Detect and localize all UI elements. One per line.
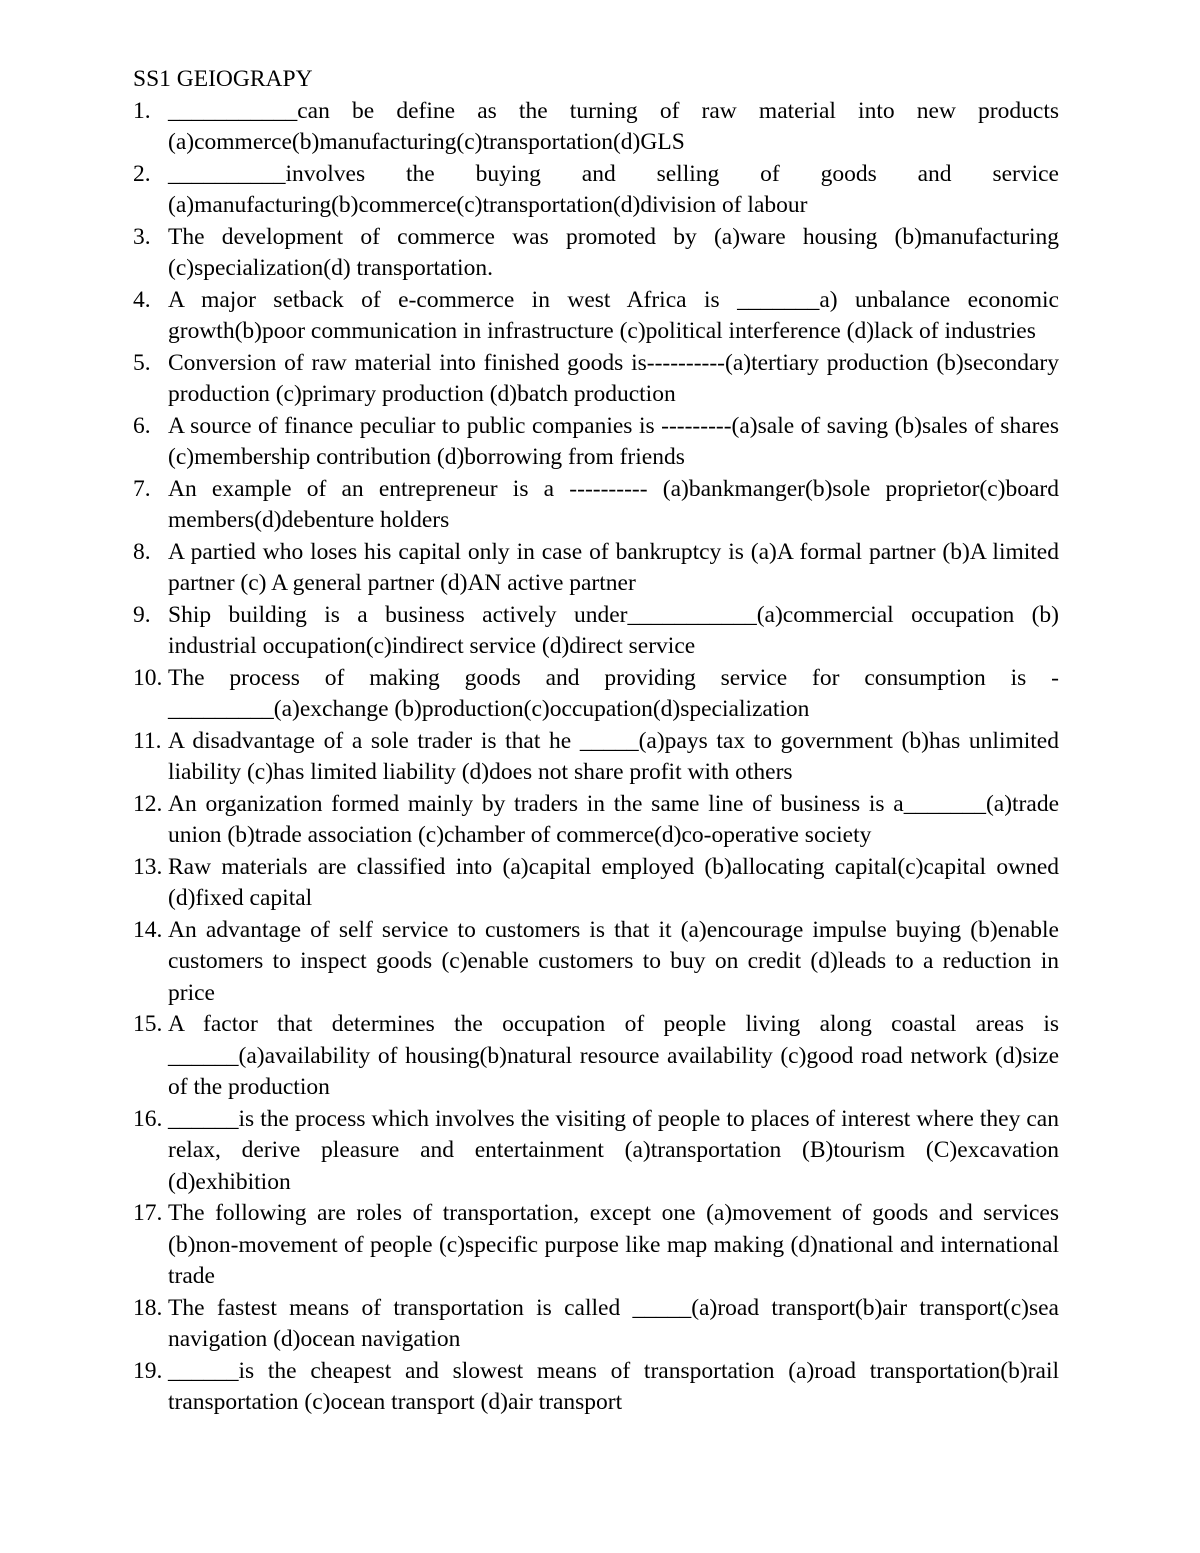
question-item [133,537,1059,600]
question-item [133,1198,1059,1293]
question-number: 16. [133,1105,163,1132]
question-item [133,1356,1059,1419]
question-item [133,159,1059,222]
question-number: 12. [133,790,163,817]
question-text: The following are roles of transportation, except one (a)movement of goods and services (b)non-movement of people (c)specific purpose like map making (d)national and international trade [168,1200,1059,1289]
question-text: A factor that determines the occupation of people living along coastal areas is ______(a)availability of housing(b)natural resource availability (c)good road network (d)size of the production [168,1011,1059,1100]
question-item [133,1009,1059,1104]
question-text: ___________can be define as the turning of raw material into new products (a)commerce(b)manufacturing(c)transportation(d)GLS [168,97,1059,155]
question-number: 18. [133,1294,163,1321]
question-text: An example of an entrepreneur is a ---------- (a)bankmanger(b)sole proprietor(c)board members(d)debenture holders [168,475,1059,533]
question-text: The development of commerce was promoted by (a)ware housing (b)manufacturing (c)specialization(d) transportation. [168,223,1059,281]
question-number: 7. [133,475,151,502]
question-text: A major setback of e-commerce in west Africa is _______a) unbalance economic growth(b)poor communication in infrastructure (c)political interference (d)lack of industries [168,286,1059,344]
question-number: 15. [133,1011,163,1037]
question-text: __________involves the buying and selling of goods and service (a)manufacturing(b)commerce(c)transportation(d)division of labour [168,160,1059,218]
question-item [133,348,1059,411]
question-number: 1. [133,97,151,124]
question-list [133,96,1059,1419]
question-number: 13. [133,853,163,880]
question-number: 19. [133,1357,163,1384]
question-item [133,915,1059,1010]
question-item [133,789,1059,852]
question-item [133,411,1059,474]
question-number: 4. [133,286,151,313]
question-item [133,663,1059,726]
question-number: 3. [133,223,151,250]
question-item [133,600,1059,663]
question-text: The fastest means of transportation is called _____(a)road transport(b)air transport(c)sea navigation (d)ocean navigation [168,1294,1059,1352]
question-text: Ship building is a business actively under___________(a)commercial occupation (b) industrial occupation(c)indirect service (d)direct service [168,601,1059,659]
question-number: 14. [133,916,163,943]
question-text: An organization formed mainly by traders in the same line of business is a_______(a)trade union (b)trade association (c)chamber of commerce(d)co-operative society [168,790,1059,848]
question-item [133,96,1059,159]
question-number: 17. [133,1200,163,1226]
question-number: 10. [133,664,163,691]
question-text: The process of making goods and providing service for consumption is -_________(a)exchange (b)production(c)occupation(d)specialization [168,664,1059,722]
document-title: SS1 GEIOGRAPY [133,66,313,92]
question-item [133,474,1059,537]
question-number: 9. [133,601,151,628]
question-number: 5. [133,349,151,376]
question-text: ______is the cheapest and slowest means of transportation (a)road transportation(b)rail transportation (c)ocean transport (d)air transport [168,1357,1059,1415]
question-text: A partied who loses his capital only in case of bankruptcy is (a)A formal partner (b)A limited partner (c) A general partner (d)AN active partner [168,538,1059,596]
question-item [133,285,1059,348]
question-item [133,1293,1059,1356]
question-number: 2. [133,160,151,187]
question-text: Raw materials are classified into (a)capital employed (b)allocating capital(c)capital owned (d)fixed capital [168,853,1059,911]
question-text: A disadvantage of a sole trader is that he _____(a)pays tax to government (b)has unlimited liability (c)has limited liability (d)does not share profit with others [168,727,1059,785]
question-number: 6. [133,412,151,439]
question-text: A source of finance peculiar to public companies is ---------(a)sale of saving (b)sales of shares (c)membership contribution (d)borrowing from friends [168,412,1059,470]
question-text: Conversion of raw material into finished goods is----------(a)tertiary production (b)secondary production (c)primary production (d)batch production [168,349,1059,407]
question-item [133,1104,1059,1199]
question-item [133,222,1059,285]
question-text: An advantage of self service to customers is that it (a)encourage impulse buying (b)enable customers to inspect goods (c)enable customers to buy on credit (d)leads to a reduction in price [168,916,1059,1006]
question-item [133,852,1059,915]
question-number: 11. [133,727,162,754]
question-number: 8. [133,538,151,565]
question-item [133,726,1059,789]
question-text: ______is the process which involves the visiting of people to places of interest where they can relax, derive pleasure and entertainment (a)transportation (B)tourism (C)excavation (d)exhibition [168,1105,1059,1195]
